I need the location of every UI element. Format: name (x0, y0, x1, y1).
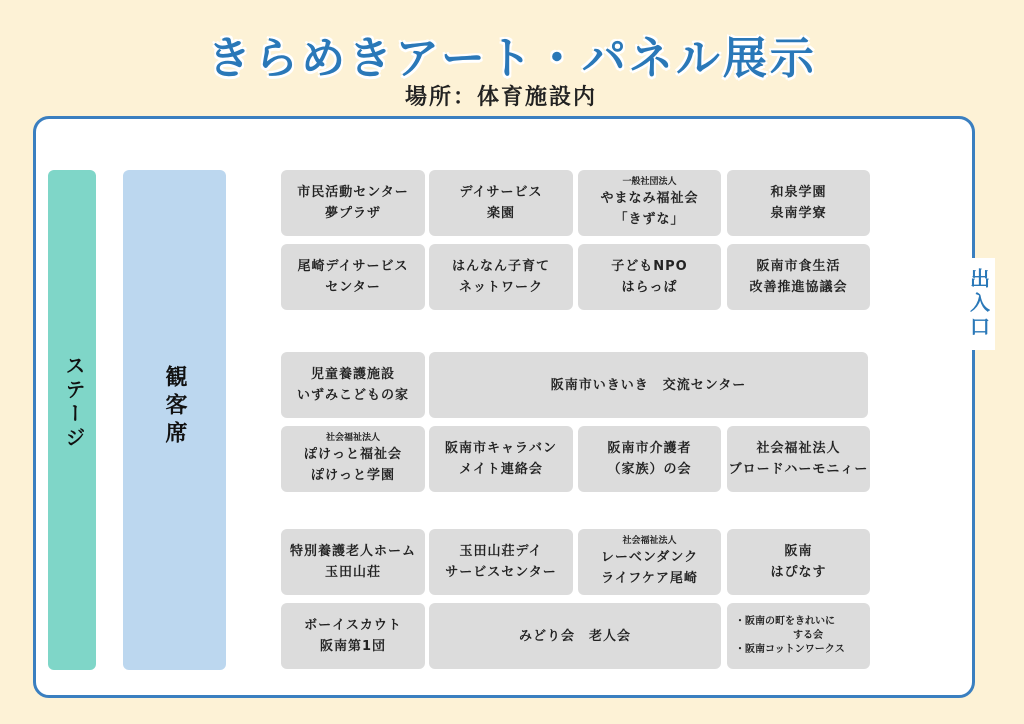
booth-line: ライフケア尾崎 (601, 570, 698, 586)
booth-line: 和泉学園 (770, 185, 827, 200)
booth-line: いずみこどもの家 (296, 388, 409, 403)
booth-line: 阪南第1団 (319, 639, 387, 654)
booth-line: 阪南 (784, 544, 813, 559)
booth-b16 (429, 529, 573, 595)
booth-line: 子どもNPO (611, 259, 688, 274)
booth-b10 (429, 352, 868, 418)
booth-line: 社会福祉法人 (756, 441, 841, 456)
booth-b21 (727, 603, 870, 669)
audience-seating-area (123, 170, 226, 670)
booth-line: 改善推進協議会 (749, 280, 848, 295)
booth-line: ・阪南コットンワークス (735, 644, 845, 655)
booth-b4 (727, 170, 870, 236)
booth-line: 特別養護老人ホーム (289, 544, 416, 559)
booth-b14 (727, 426, 870, 492)
booth-line: する会 (793, 630, 823, 641)
booth-b20 (429, 603, 721, 669)
booth-line: デイサービス (459, 185, 543, 200)
booth-b1 (281, 170, 425, 236)
booth-line: はぴなす (770, 565, 827, 580)
booth-org-type: 社会福祉法人 (622, 535, 677, 546)
booth-line: （家族）の会 (607, 462, 692, 477)
booth-line: センター (325, 280, 381, 295)
booth-line: 市民活動センター (297, 185, 409, 200)
booth-line: みどり会 老人会 (518, 628, 631, 644)
booth-line: 阪南市いきいき 交流センター (550, 377, 747, 393)
booth-line: 「きずな」 (614, 211, 685, 227)
booth-line: 児童養護施設 (310, 367, 395, 382)
booth-line: 玉田山荘 (324, 565, 381, 580)
booth-line: ・阪南の町をきれいに (735, 616, 835, 627)
booth-line: 阪南市食生活 (756, 259, 841, 274)
booth-org-type: 一般社団法人 (622, 176, 677, 187)
booth-line: 尾崎デイサービス (297, 259, 409, 274)
booth-b8 (727, 244, 870, 310)
booth-line: 阪南市キャラバン (444, 441, 557, 456)
booth-line: 夢プラザ (324, 206, 381, 221)
booth-b11 (281, 426, 425, 492)
booth-b6 (429, 244, 573, 310)
booth-b2 (429, 170, 573, 236)
booth-b18 (727, 529, 870, 595)
booth-line: ぽけっと学園 (310, 467, 395, 483)
booth-line: レーベンダンク (600, 549, 699, 565)
entrance-exit (963, 258, 995, 350)
booth-line: はんなん子育て (451, 259, 550, 274)
booth-line: メイト連絡会 (459, 462, 543, 477)
booth-b9 (281, 352, 425, 418)
booth-line: 阪南市介護者 (607, 441, 692, 456)
booth-line: 泉南学寮 (770, 206, 827, 221)
booth-b7 (578, 244, 721, 310)
booth-line: 玉田山荘デイ (459, 544, 543, 559)
booth-line: ぽけっと福祉会 (303, 446, 402, 462)
booth-line: サービスセンター (445, 565, 557, 580)
booth-line: 楽園 (486, 206, 515, 221)
venue-label: 場所：体育施設内 (405, 85, 598, 110)
booth-b12 (429, 426, 573, 492)
booth-line: はらっぱ (621, 280, 678, 295)
booth-line: やまなみ福祉会 (600, 190, 699, 206)
entrance-exit-label: 出入口 (966, 268, 991, 340)
booth-b17 (578, 529, 721, 595)
page-title: きらめきアート・パネル展示 (207, 33, 817, 84)
booth-line: ネットワーク (458, 280, 543, 295)
booth-line: ボーイスカウト (304, 618, 402, 633)
stage-label: ステージ (62, 355, 86, 451)
booth-b3 (578, 170, 721, 236)
seats-label: 観客席 (162, 365, 187, 449)
booth-b15 (281, 529, 425, 595)
booth-org-type: 社会福祉法人 (325, 432, 380, 443)
booth-line: ブロードハーモニィー (728, 462, 869, 477)
booth-b13 (578, 426, 721, 492)
stage-area (48, 170, 96, 670)
booth-b19 (281, 603, 425, 669)
booth-b5 (281, 244, 425, 310)
